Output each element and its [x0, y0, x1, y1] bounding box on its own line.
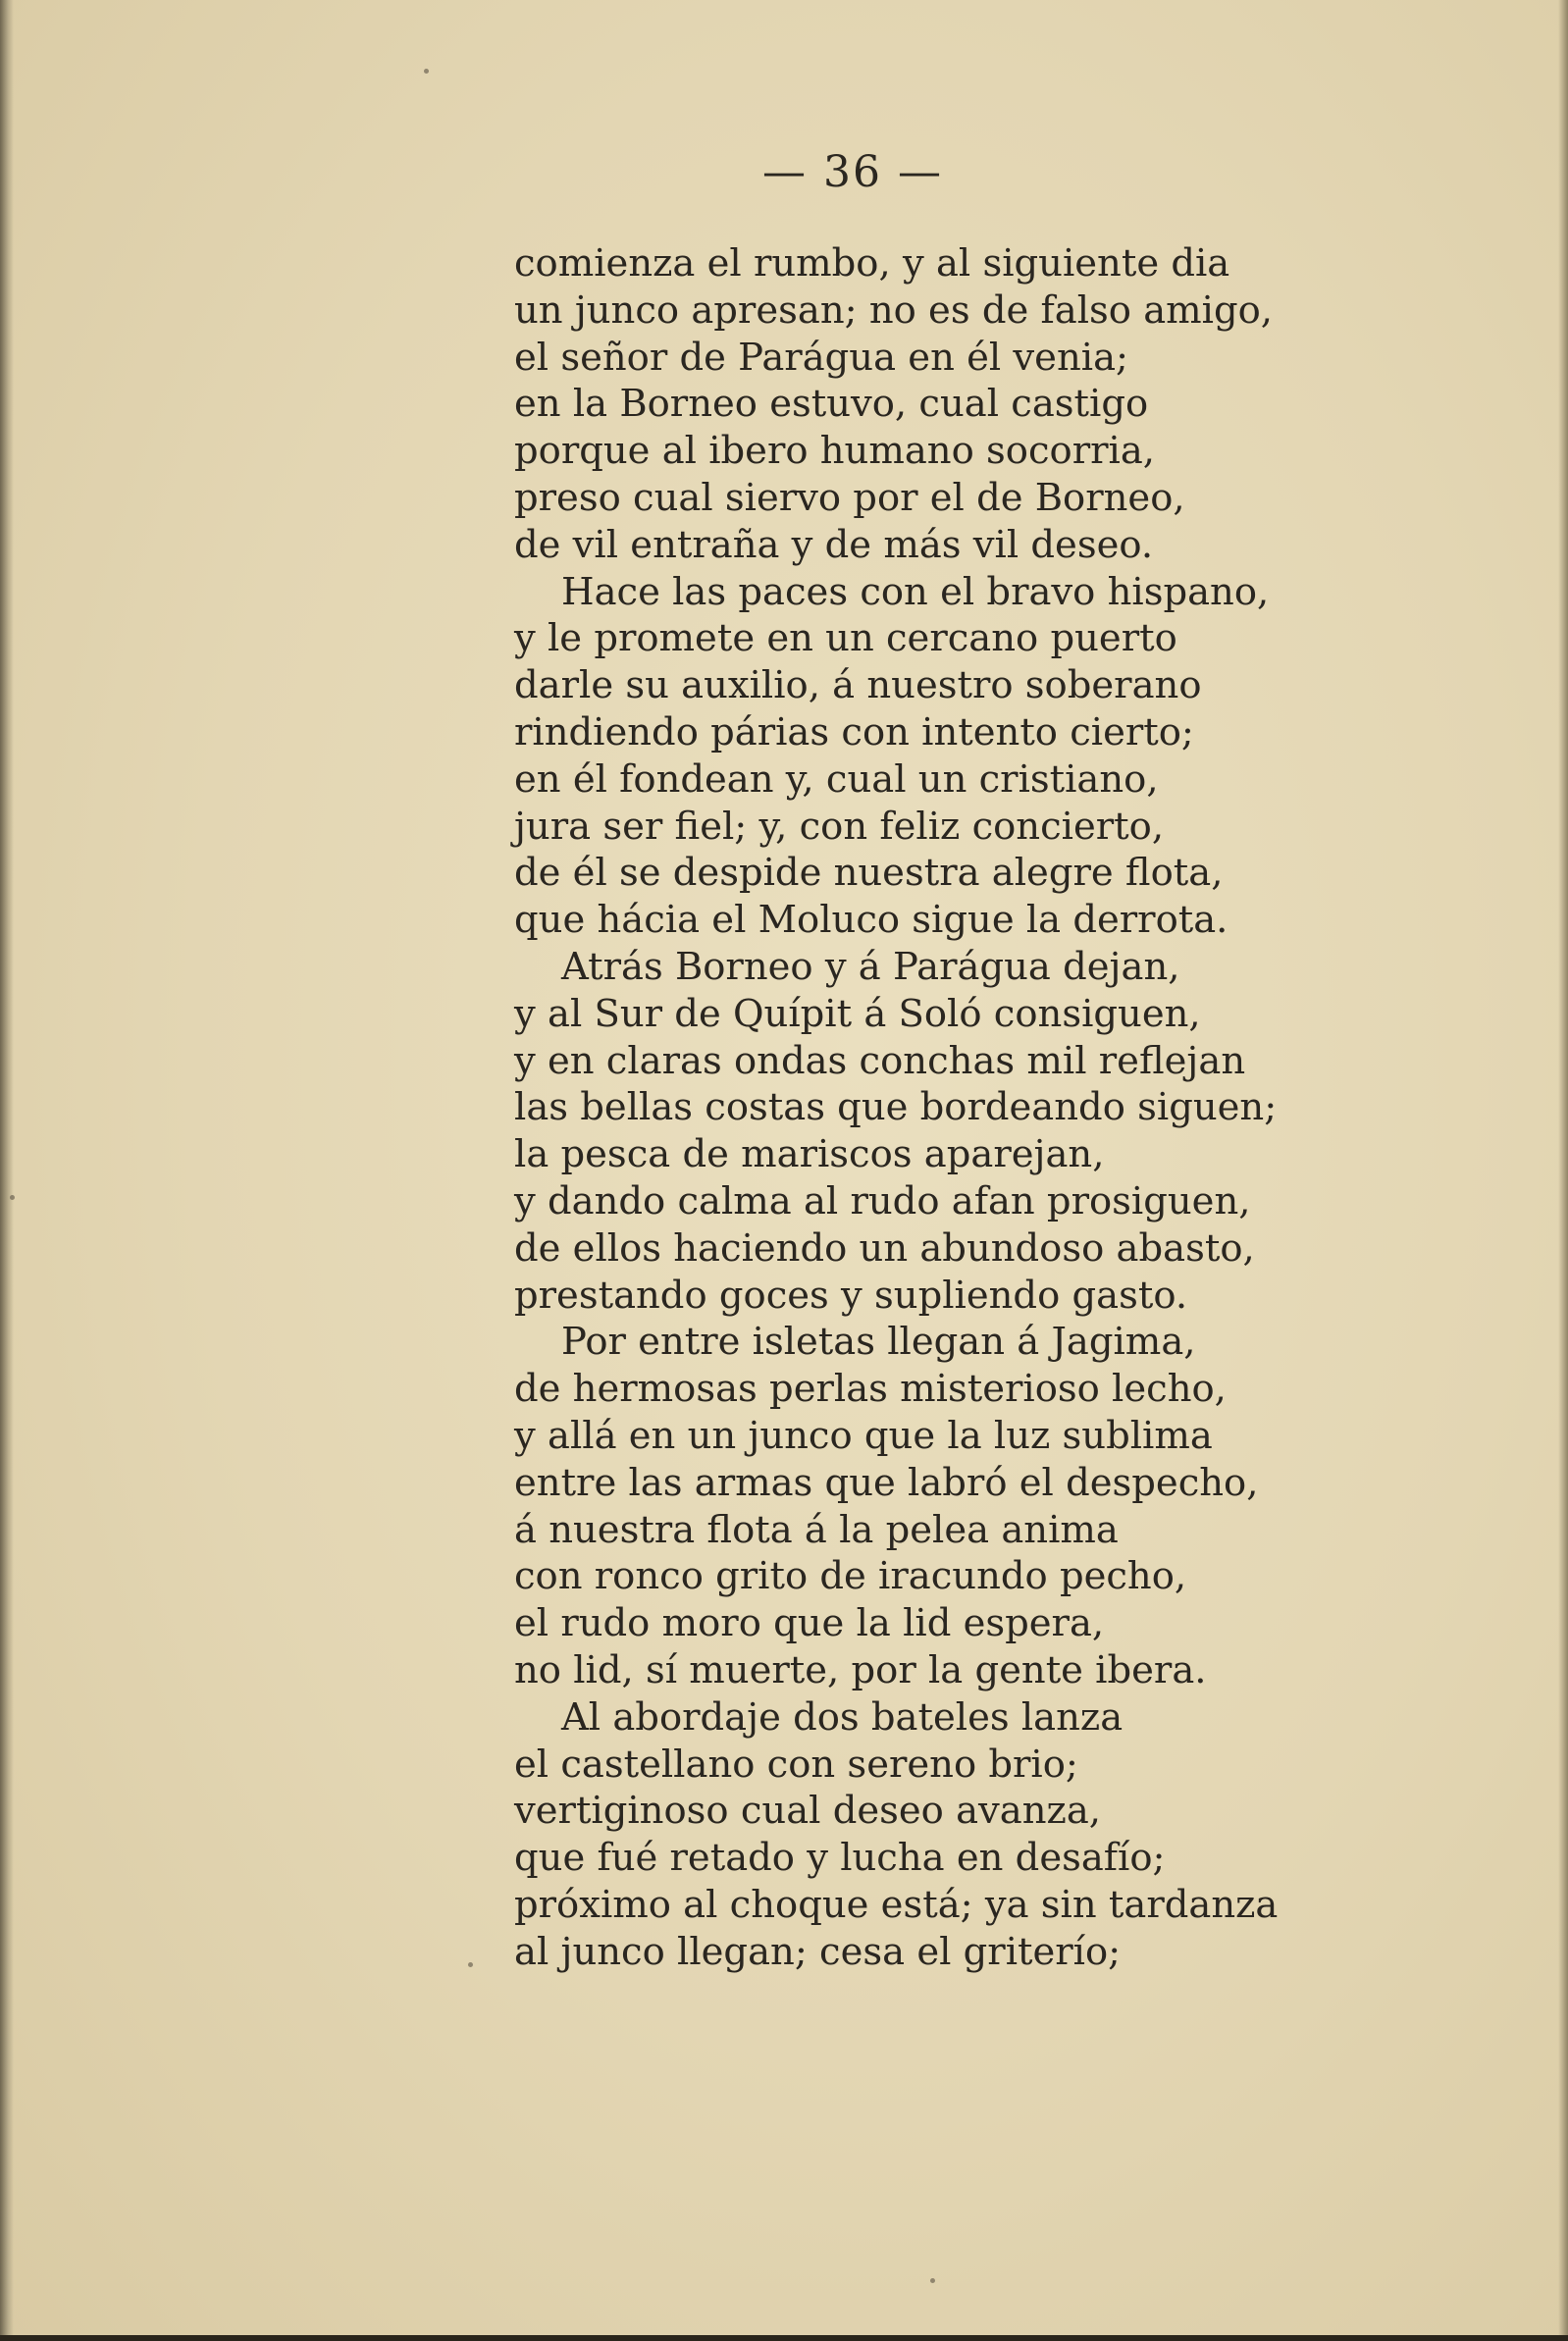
poem-line: porque al ibero humano socorria,	[514, 429, 1156, 474]
poem-line: comienza el rumbo, y al siguiente dia	[514, 241, 1230, 286]
poem-line: con ronco grito de iracundo pecho,	[514, 1554, 1187, 1599]
poem-text	[514, 240, 1495, 1975]
poem-line: las bellas costas que bordeando siguen;	[514, 1085, 1278, 1130]
poem-line: Al abordaje dos bateles lanza	[561, 1694, 1124, 1740]
poem-line: que fué retado y lucha en desafío;	[514, 1836, 1166, 1881]
poem-line: de hermosas perlas misterioso lecho,	[514, 1367, 1227, 1412]
page-number: — 36 —	[762, 147, 943, 197]
poem-line: darle su auxilio, á nuestro soberano	[514, 663, 1202, 708]
poem-line: Por entre isletas llegan á Jagima,	[561, 1320, 1196, 1365]
poem-line: Atrás Borneo y á Parágua dejan,	[561, 944, 1180, 989]
poem-line: de vil entraña y de más vil deseo.	[514, 522, 1154, 567]
poem-line: en él fondean y, cual un cristiano,	[514, 756, 1159, 802]
poem-line: y al Sur de Quípit á Soló consiguen,	[514, 991, 1201, 1036]
paper-speck	[930, 2278, 935, 2283]
poem-line: rindiendo párias con intento cierto;	[514, 709, 1194, 754]
poem-line: á nuestra flota á la pelea anima	[514, 1507, 1119, 1552]
poem-line: y dando calma al rudo afan prosiguen,	[514, 1178, 1251, 1223]
poem-line: y en claras ondas conchas mil reflejan	[514, 1038, 1246, 1083]
poem-line: en la Borneo estuvo, cual castigo	[514, 382, 1149, 427]
page-bottom-edge	[0, 2335, 1568, 2341]
poem-line: prestando goces y supliendo gasto.	[514, 1273, 1188, 1318]
poem-line: de él se despide nuestra alegre flota,	[514, 851, 1224, 896]
poem-line: preso cual siervo por el de Borneo,	[514, 475, 1185, 520]
poem-line: y le promete en un cercano puerto	[514, 616, 1177, 661]
poem-line: vertiginoso cual deseo avanza,	[514, 1789, 1102, 1834]
paper-speck	[468, 1962, 473, 1967]
poem-line: un junco apresan; no es de falso amigo,	[514, 287, 1274, 333]
poem-line: el señor de Parágua en él venia;	[514, 335, 1129, 380]
poem-line: jura ser fiel; y, con feliz concierto,	[514, 804, 1165, 849]
poem-line: al junco llegan; cesa el griterío;	[514, 1929, 1122, 1974]
poem-line: de ellos haciendo un abundoso abasto,	[514, 1225, 1255, 1271]
paper-speck	[424, 69, 429, 74]
page-left-edge	[0, 0, 14, 2341]
paper-speck	[10, 1195, 15, 1200]
poem-line: que hácia el Moluco sigue la derrota.	[514, 898, 1228, 943]
poem-line: próximo al choque está; ya sin tardanza	[514, 1882, 1279, 1927]
poem-line: entre las armas que labró el despecho,	[514, 1460, 1259, 1505]
poem-line: el rudo moro que la lid espera,	[514, 1601, 1105, 1646]
poem-line: Hace las paces con el bravo hispano,	[561, 569, 1270, 614]
page-right-edge	[1558, 0, 1568, 2341]
poem-line: no lid, sí muerte, por la gente ibera.	[514, 1647, 1207, 1692]
poem-line: el castellano con sereno brio;	[514, 1742, 1078, 1787]
poem-line: y allá en un junco que la luz sublima	[514, 1413, 1213, 1458]
poem-line: la pesca de mariscos aparejan,	[514, 1132, 1105, 1177]
